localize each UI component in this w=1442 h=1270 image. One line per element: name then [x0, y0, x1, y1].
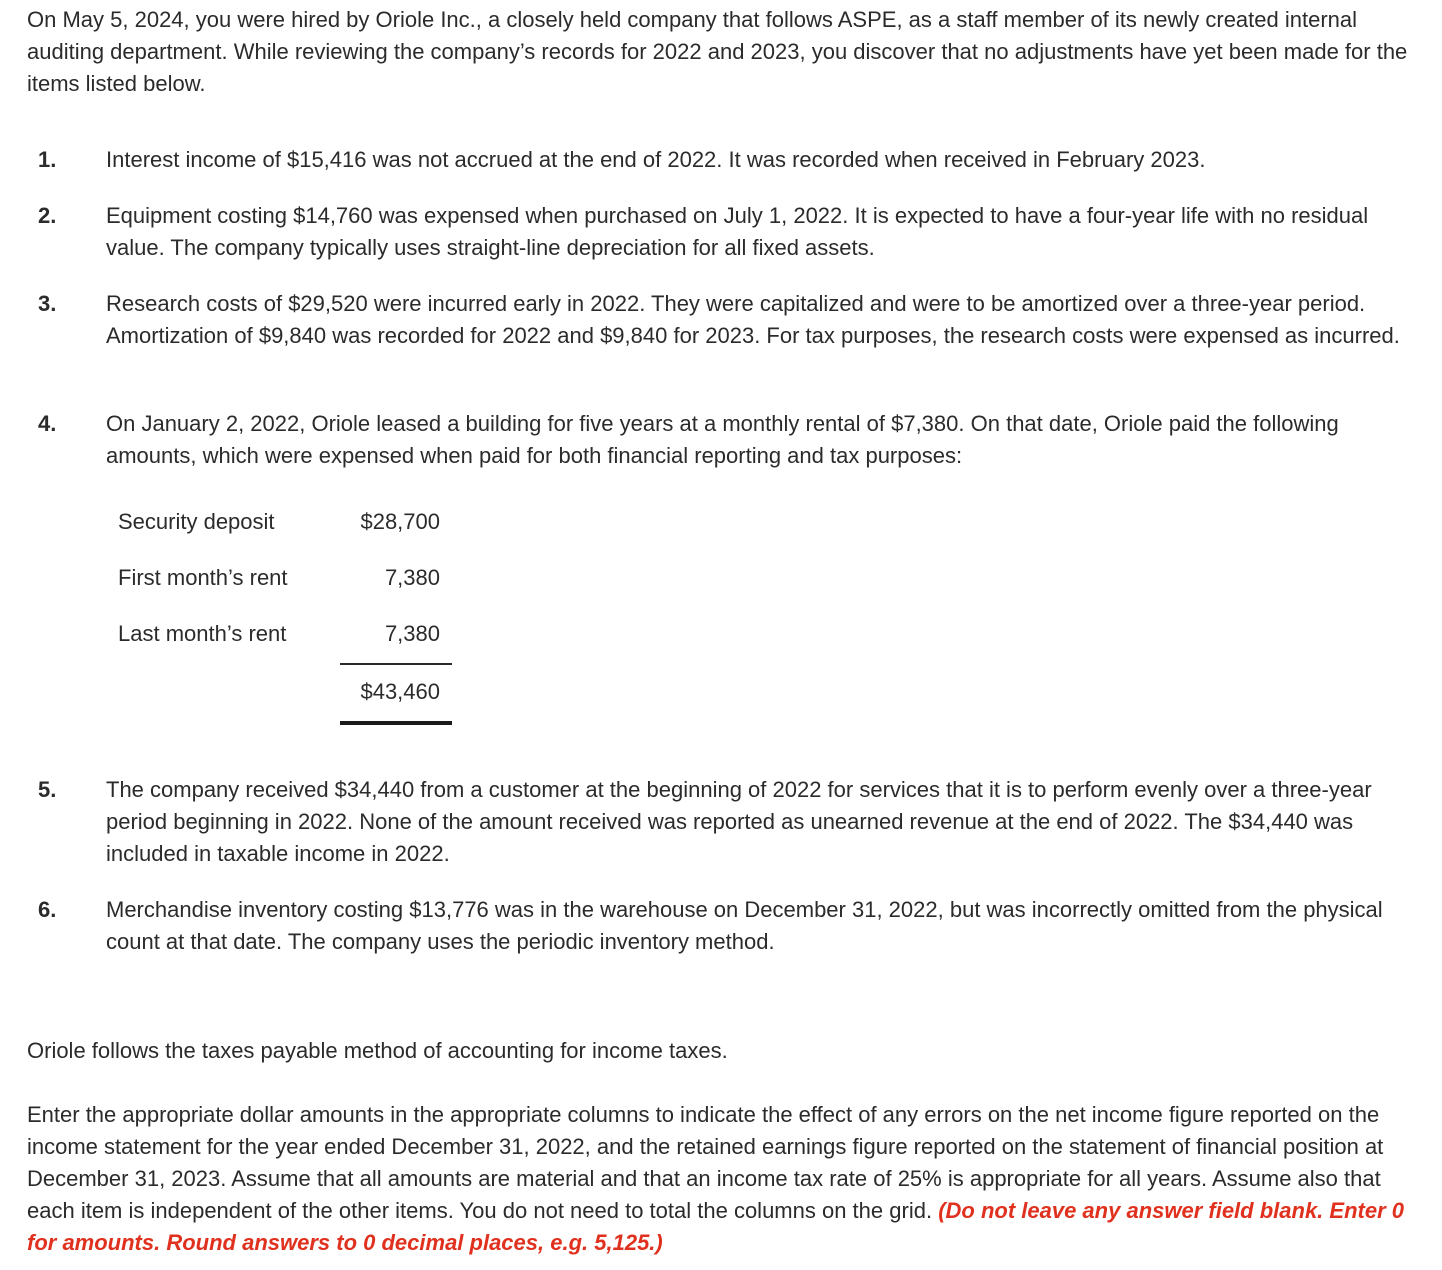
item-number: 3.: [38, 291, 57, 316]
instructions-note: (Do not leave any answer field blank. Enter 0 for amounts. Round answers to 0 decimal places, e.g. 5,125.): [27, 1198, 1404, 1255]
row-value: 7,380: [384, 565, 440, 590]
table-row: [118, 562, 458, 598]
total-row: [118, 676, 458, 712]
row-value: 7,380: [384, 621, 440, 646]
subtotal-rule: [340, 663, 452, 665]
item-number: 2.: [38, 203, 57, 228]
table-row: [118, 506, 458, 542]
row-label: First month’s rent: [118, 565, 288, 590]
instructions-text: Enter the appropriate dollar amounts in the appropriate columns to indicate the effect of any errors on the net income figure reported on the income statement for the year ended December 31, 2022, and the retained earnings figure reported on the statement of financial position at December 31, 2023. Assume that all amounts are material and that an income tax rate of 25% is appropriate for all years. Assume also that each item is independent of the other items. You do not need to total the columns on the grid.: [27, 1102, 1384, 1223]
item-number: 5.: [38, 777, 57, 802]
problem-intro: On May 5, 2024, you were hired by Oriole Inc., a closely held company that follows ASPE, as a staff member of its newly created internal auditing department. While reviewing the company’s records for 2022 and 2023, you discover that no adjustments have yet been made for the items listed below.: [27, 7, 1408, 96]
item-text: Research costs of $29,520 were incurred early in 2022. They were capitalized and were to be amortized over a three-year period. Amortization of $9,840 was recorded for 2022 and $9,840 for 2023. For tax purposes, the research costs were expensed as incurred.: [106, 291, 1400, 348]
tax-method-note: Oriole follows the taxes payable method of accounting for income taxes.: [27, 1038, 728, 1063]
item-text: Interest income of $15,416 was not accrued at the end of 2022. It was recorded when received in February 2023.: [106, 147, 1206, 172]
table-row: [118, 618, 458, 654]
row-value: $28,700: [360, 509, 440, 534]
item-number: 1.: [38, 147, 57, 172]
item-number: 6.: [38, 897, 57, 922]
item-text: Equipment costing $14,760 was expensed when purchased on July 1, 2022. It is expected to have a four-year life with no residual value. The company typically uses straight-line depreciation for all fixed assets.: [106, 203, 1369, 260]
item-text: The company received $34,440 from a customer at the beginning of 2022 for services that it is to perform evenly over a three-year period beginning in 2022. None of the amount received was reported as unearned revenue at the end of 2022. The $34,440 was included in taxable income in 2022.: [106, 777, 1372, 866]
total-value: $43,460: [360, 679, 440, 704]
instructions: [27, 1099, 1427, 1259]
item-text: Merchandise inventory costing $13,776 was in the warehouse on December 31, 2022, but was incorrectly omitted from the physical count at that date. The company uses the periodic inventory method.: [106, 897, 1383, 954]
row-label: Security deposit: [118, 509, 275, 534]
item-text: On January 2, 2022, Oriole leased a building for five years at a monthly rental of $7,380. On that date, Oriole paid the following amounts, which were expensed when paid for both financial reporting and tax purposes:: [106, 411, 1339, 468]
item-number: 4.: [38, 411, 57, 436]
total-rule: [340, 721, 452, 725]
row-label: Last month’s rent: [118, 621, 287, 646]
